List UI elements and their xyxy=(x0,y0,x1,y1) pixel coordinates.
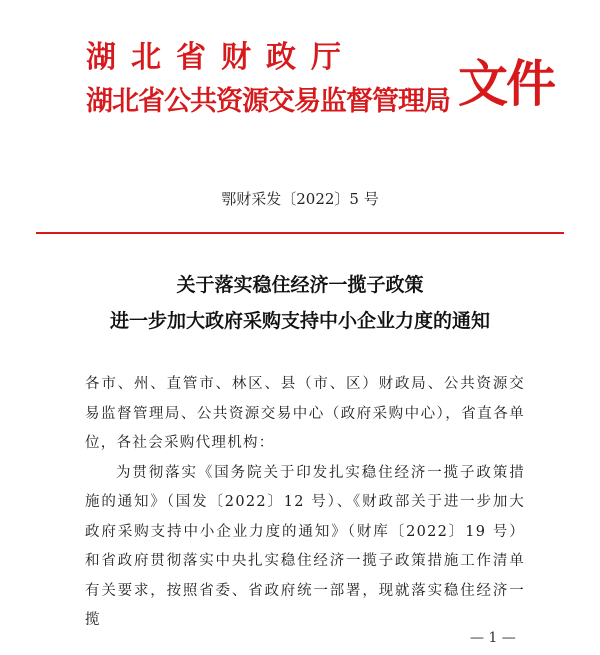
notice-title-line-1: 关于落实稳住经济一揽子政策 xyxy=(176,274,424,296)
issuer-finance-department: 湖北省财政厅 xyxy=(86,40,356,75)
issuer-public-resource-bureau: 湖北省公共资源交易监督管理局 xyxy=(86,86,450,117)
notice-title-line-2: 进一步加大政府采购支持中小企业力度的通知 xyxy=(109,310,490,332)
page-number: — 1 — xyxy=(470,630,516,646)
red-divider-line xyxy=(36,232,564,234)
addressees-paragraph: 各市、州、直管市、林区、县（市、区）财政局、公共资源交易监督管理局、公共资源交易中心（政府采购中心），省直各单位，各社会采购代理机构： xyxy=(85,376,525,451)
document-header xyxy=(86,38,554,134)
document-number: 鄂财采发〔2022〕5 号 xyxy=(221,190,379,208)
document-word: 文件 xyxy=(458,54,554,113)
body-paragraph-1: 为贯彻落实《国务院关于印发扎实稳住经济一揽子政策措施的通知》（国发〔2022〕12 号）、《财政部关于进一步加大政府采购支持中小企业力度的通知》（财库〔2022〕19 号）和省政府贯彻落实中央扎实稳住经济一揽子政策措施工作清单有关要求，按照省委、省政府统一部署，现就落实稳住经济一揽 xyxy=(85,464,525,628)
notice-body xyxy=(85,370,525,636)
